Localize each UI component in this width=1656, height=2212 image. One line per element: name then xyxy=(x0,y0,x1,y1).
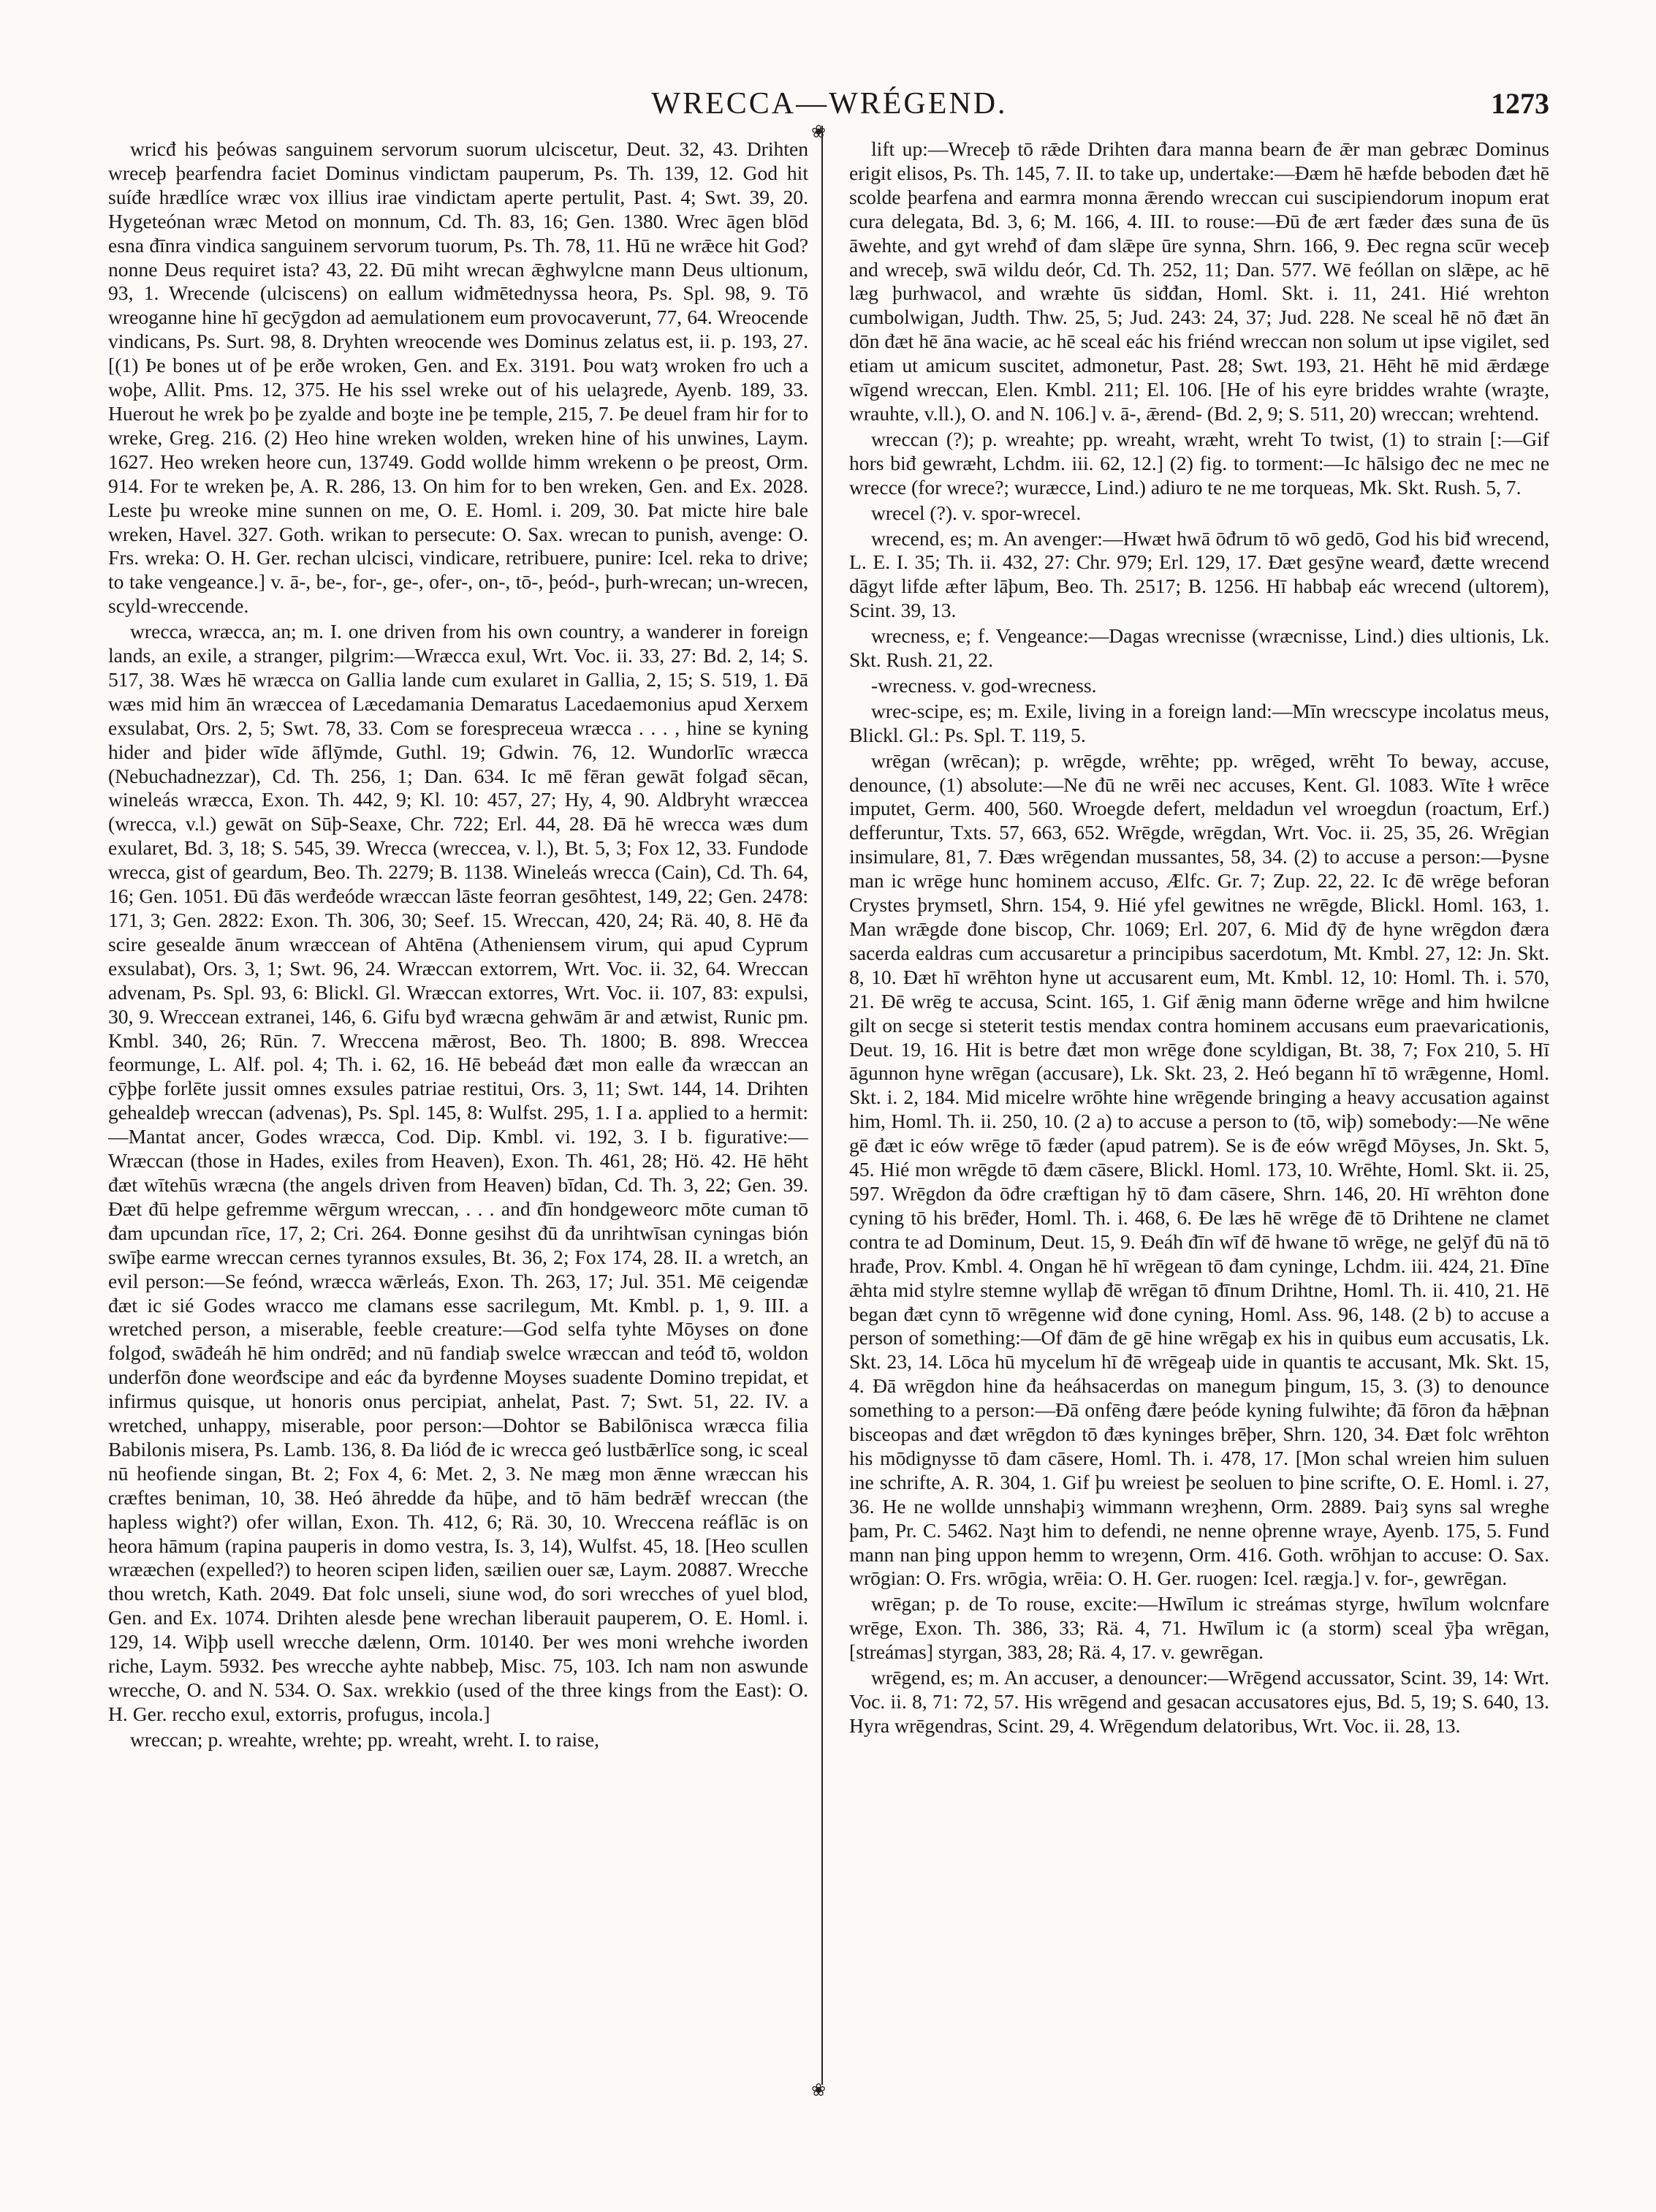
column-rule-ornament-bottom: ❀ xyxy=(811,2081,827,2100)
entry-wreccan-continued: lift up:—Wreceþ tō rǣde Drihten đara manna bearn đe ǣr man gebræc Dominus erigit elisos, Ps. Th. 145, 7. II. to take up, undertake:—Đæm hē hæfde beboden đæt hē scolde þearfena and earmra monna ǣrendo wreccan cui suscipiendorum inopum erat cura delegata, Bd. 3, 6; M. 166, 4. III. to rouse:—Đū đe ært fæder đæs suna đe ūs āwehte, and gyt wrehđ of đam slǣpe ūre synna, Shrn. 166, 9. Đec regna scūr weceþ and wreceþ, swā wildu deór, Cd. Th. 252, 11; Dan. 577. Wē feóllan on slǣpe, ac hē læg þurhwacol, and wræhte ūs siđđan, Homl. Skt. i. 11, 241. Hié wrehton cumbolwigan, Judth. Thw. 25, 5; Jud. 243: 24, 37; Jud. 228. Ne sceal hē nō đæt ān dōn đæt hē āna wacie, ac hē sceal eác his friénd wreccan non solum ut ipse vigilet, sed etiam ut amicum suscitet, admonetur, Past. 28; Swt. 193, 21. Hēht hē mid ǣrdæge wīgend wreccan, Elen. Kmbl. 211; El. 106. [He of his eyre briddes wrahte (wraȝte, wrauhte, v.ll.), O. and N. 106.] v. ā-, ǣrend- (Bd. 2, 9; S. 511, 20) wreccan; wrehtend. xyxy=(849,137,1549,425)
entry-wreccan-twist: wreccan (?); p. wreahte; pp. wreaht, wræht, wreht To twist, (1) to strain [:—Gif hors biđ gewræht, Lchdm. iii. 62, 12.] (2) fig. to torment:—Ic hālsigo đec ne mec ne wrecce (for wrece?; wuræcce, Lind.) adiuro te ne me torqueas, Mk. Skt. Rush. 5, 7. xyxy=(849,427,1549,499)
entry-wrecca: wrecca, wræcca, an; m. I. one driven from his own country, a wanderer in foreign lands, an exile, a stranger, pilgrim:—Wræcca exul, Wrt. Voc. ii. 33, 27: Bd. 2, 14; S. 517, 38. Wæs hē wræcca on Gallia lande cum exularet in Gallia, 2, 15; S. 519, 1. Đā wæs mid him ān wræccea of Læcedamania Demaratus Lacedaemonius apud Xerxem exsulabat, Ors. 2, 5; Swt. 78, 33. Com se forespreceua wræcca . . . , hine se kyning hider and þider wīde āflȳmde, Guthl. 19; Gdwin. 76, 12. Wundorlīc wræcca (Nebuchadnezzar), Cd. Th. 256, 1; Dan. 634. Ic mē fēran gewāt folgađ sēcan, wineleás wræcca, Exon. Th. 442, 9; Kl. 10: 457, 27; Hy, 4, 90. Aldbryht wræccea (wrecca, v.l.) gewāt on Sūþ-Seaxe, Chr. 722; Erl. 44, 28. Đā hē wrecca wæs dum exularet, Bd. 3, 18; S. 545, 39. Wrecca (wreccea, v. l.), Bt. 5, 3; Fox 12, 33. Fundode wrecca, gist of geardum, Beo. Th. 2279; B. 1138. Wineleás wrecca (Cain), Cd. Th. 64, 16; Gen. 1051. Đū đās werđeóde wræccan lāste feorran gesōhtest, 149, 22; Gen. 2478: 171, 3; Gen. 2822: Exon. Th. 306, 30; Seef. 15. Wreccan, 420, 24; Rä. 40, 8. Hē đa scire gesealde ānum wræccean of Ahtēna (Atheniensem virum, qui apud Cyprum exsulabat), Ors. 3, 1; Swt. 96, 24. Wræccan extorrem, Wrt. Voc. ii. 32, 64. Wreccan advenam, Ps. Spl. 93, 6: Blickl. Gl. Wræccan extorres, Wrt. Voc. ii. 107, 83: expulsi, 30, 9. Wreccean extranei, 146, 6. Gifu byđ wræcna gehwām ār and ætwist, Runic pm. Kmbl. 340, 26; Rūn. 7. Wreccena mǣrost, Beo. Th. 1800; B. 898. Wreccea feormunge, L. Alf. pol. 4; Th. i. 62, 16. Hē bebeád đæt mon ealle đa wræccan an cȳþþe forlēte jussit omnes exsules patriae restitui, Ors. 3, 11; Swt. 144, 14. Drihten gehealdeþ wreccan (advenas), Ps. Spl. 145, 8: Wulfst. 295, 1. I a. applied to a hermit:—Mantat ancer, Godes wræcca, Cod. Dip. Kmbl. vi. 192, 3. I b. figurative:—Wræccan (those in Hades, exiles from Heaven), Exon. Th. 461, 28; Hö. 42. Hē hēht đæt wītehūs wræcna (the angels driven from Heaven) bīdan, Cd. Th. 3, 22; Gen. 39. Đæt đū helpe gefremme wērgum wreccan, . . . and đīn hondgeweorc mōte cuman tō đam upcundan rīce, 17, 2; Cri. 264. Đonne gesihst đū đa unrihtwīsan cyningas bión swīþe earme wreccan cernes tyrannos exsules, Bt. 36, 2; Fox 174, 28. II. a wretch, an evil person:—Se feónd, wræcca wǣrleás, Exon. Th. 263, 17; Jul. 351. Mē ceigendæ đæt ic sié Godes wracco me clamans esse sacrilegum, Mt. Kmbl. p. 1, 9. III. a wretched person, a miserable, feeble creature:—God selfa tyhte Mōyses on đone folgođ, swāđeáh hē him ondrēd; and nū fandiaþ swelce wræccan and teóđ tō, woldon underfōn đone weorđscipe and eác đa byrđenne Moyses suadente Domino trepidat, et infirmus quisque, ut honoris onus percipiat, anhelat, Past. 7; Swt. 51, 22. IV. a wretched, unhappy, miserable, poor person:—Dohtor se Babilōnisca wræcca filia Babilonis misera, Ps. Lamb. 136, 8. Đa liód đe ic wrecca geó lustbǣrlīce song, ic sceal nū heofiende singan, Bt. 2; Fox 4, 6: Met. 2, 3. Ne mæg mon ǣnne wræccan his cræftes beniman, 10, 38. Heó āhredde đa hūþe, and tō hām bedrǣf wreccan (the hapless wight?) ofer willan, Exon. Th. 412, 6; Rä. 30, 10. Wreccena reáflāc is on heora hāmum (rapina pauperis in domo vestra, Is. 3, 14), Wulfst. 45, 18. [Heo scullen wrææchen (expelled?) to heoren scipen liđen, sæilien ouer sæ, Laym. 20887. Wrecche thou wretch, Kath. 2049. Đat folc unseli, siune wod, đo sori wrecches of yuel blod, Gen. and Ex. 1074. Drihten alesde þene wrechan liberauit pauperem, O. E. Homl. i. 129, 14. Wiþþ usell wrecche dælenn, Orm. 10140. Þer wes moni wrehche iworden riche, Laym. 5932. Þes wrecche ayhte nabbeþ, Misc. 75, 103. Ich nam non aswunde wrecche, O. and N. 534. O. Sax. wrekkio (used of the three kings from the East): O. H. Ger. reccho exul, extorris, profugus, incola.] xyxy=(108,620,808,1725)
entry-god-wrecness: -wrecness. v. god-wrecness. xyxy=(871,673,1097,697)
page-number: 1273 xyxy=(1491,87,1549,120)
left-column xyxy=(108,137,808,2184)
dictionary-columns xyxy=(108,137,1549,2184)
column-rule-ornament-top: ❀ xyxy=(811,123,827,142)
entry-wreccan: wreccan; p. wreahte, wrehte; pp. wreaht, wreht. I. to raise, xyxy=(130,1727,600,1751)
entry-wregan-rouse: wrēgan; p. de To rouse, excite:—Hwīlum ic streámas styrge, hwīlum wolcnfare wrēge, Exon. Th. 386, 33; Rä. 4, 71. Hwīlum ic (a storm) sceal ȳþa wrēgan, [streámas] styrgan, 383, 28; Rä. 4, 17. v. gewrēgan. xyxy=(849,1592,1549,1664)
entry-wrecend: wrecend, es; m. An avenger:—Hwæt hwā ōđrum tō wō gedō, God his biđ wrecend, L. E. I. 35; Th. ii. 432, 27: Chr. 979; Erl. 129, 17. Đæt gesȳne wearđ, đætte wrecend dāgyt lifde æfter lāþum, Beo. Th. 2517; B. 1256. Hī habbaþ eác wrecend (ultorem), Scint. 39, 13. xyxy=(849,526,1549,622)
entry-wrecness: wrecness, e; f. Vengeance:—Dagas wrecnisse (wræcnisse, Lind.) dies ultionis, Lk. Skt. Rush. 21, 22. xyxy=(849,624,1549,672)
right-column xyxy=(849,137,1549,2184)
entry-wrecan-continued: wricđ his þeówas sanguinem servorum suorum ulciscetur, Deut. 32, 43. Drihten wreceþ þearfendra faciet Dominus vindictam pauperum, Ps. Th. 139, 12. God hit suíđe hrædlíce wræc vox illius irae vindictam aperte pertulit, Past. 4; Swt. 39, 20. Hygeteónan wræc Metod on monnum, Cd. Th. 83, 16; Gen. 1380. Wrec āgen blōd esna đīnra vindica sanguinem servorum tuorum, Ps. Th. 78, 11. Hū ne wrǣce hit God? nonne Deus requiret ista? 43, 22. Đū miht wrecan ǣghwylcne mann Deus ultionum, 93, 1. Wrecende (ulciscens) on eallum wiđmētednyssa heora, Ps. Spl. 98, 9. Tō wreoganne hine hī gecȳgdon ad aemulationem eum provocaverunt, 77, 64. Wreocende vindicans, Ps. Surt. 98, 8. Dryhten wreocende wes Dominus zelatus est, ii. p. 193, 27. [(1) Þe bones ut of þe erðe wroken, Gen. and Ex. 3191. Þou watȝ wroken fro uch a woþe, Allit. Pms. 12, 375. He his ssel wreke out of his uelaȝrede, Ayenb. 189, 33. Huerout he wrek þo þe zyalde and boȝte ine þe temple, 215, 7. Þe deuel fram hir for to wreke, Greg. 216. (2) Heo hine wreken wolden, wreken hine of his unwines, Laym. 1627. Heo wreken heore cun, 13749. Godd wollde himm wrekenn o þe preost, Orm. 914. For te wreken þe, A. R. 286, 13. On him for to ben wreken, Gen. and Ex. 2028. Leste þu wreoke mine sunnen on me, O. E. Homl. i. 209, 30. Þat micte hire bale wreken, Havel. 327. Goth. wrikan to persecute: O. Sax. wrecan to punish, avenge: O. Frs. wreka: O. H. Ger. rechan ulcisci, vindicare, retribuere, punire: Icel. reka to drive; to take vengeance.] v. ā-, be-, for-, ge-, ofer-, on-, tō-, þeód-, þurh-wrecan; un-wrecen, scyld-wreccende. xyxy=(108,137,808,618)
page-header xyxy=(110,86,1549,130)
entry-wrecel: wrecel (?). v. spor-wrecel. xyxy=(871,501,1082,524)
entry-wrec-scipe: wrec-scipe, es; m. Exile, living in a foreign land:—Mīn wrecscype incolatus meus, Blickl. Gl.: Ps. Spl. T. 119, 5. xyxy=(849,699,1549,746)
running-head: WRECCA—WRÉGEND. xyxy=(651,87,1008,121)
entry-wregend: wrēgend, es; m. An accuser, a denouncer:—Wrēgend accussator, Scint. 39, 14: Wrt. Voc. ii. 8, 71: 72, 57. His wrēgend and gesacan accusatores ejus, Bd. 5, 19; S. 640, 13. Hyra wrēgendras, Scint. 29, 4. Wrēgendum delatoribus, Wrt. Voc. ii. 28, 13. xyxy=(849,1666,1549,1737)
entry-wregan-accuse: wrēgan (wrēcan); p. wrēgde, wrēhte; pp. wrēged, wrēht To beway, accuse, denounce, (1) absolute:—Ne đū ne wrēi nec accuses, Kent. Gl. 1083. Wīte ł wrēce imputet, Germ. 400, 560. Wroegde defert, meldadun vel wroegdun (roactum, Erf.) defferuntur, Txts. 57, 663, 652. Wrēgde, wrēgdan, Wrt. Voc. ii. 25, 35, 26. Wrēgian insimulare, 81, 7. Đæs wrēgendan mussantes, 58, 34. (2) to accuse a person:—Þysne man ic wrēge hunc hominem accuso, Ælfc. Gr. 7; Zup. 22, 22. Ic đē wrēge beforan Crystes þrymsetl, Shrn. 154, 9. Hié yfel gewitnes ne wrēgde, Blickl. Homl. 163, 1. Man wrǣgde đone biscop, Chr. 1069; Erl. 207, 6. Mid đȳ đe hyne wrēgdon đæra sacerda ealdras cum accusaretur a principibus sacerdotum, Mt. Kmbl. 27, 12: Jn. Skt. 8, 10. Đæt hī wrēhton hyne ut accusarent eum, Mt. Kmbl. 12, 10: Homl. Th. i. 570, 21. Đē wrēg te accusa, Scint. 165, 1. Gif ǣnig mann ōđerne wrēge and him hwilcne gilt on secge si steterit testis mendax contra hominem accusans eum praevaricationis, Deut. 19, 16. Hit is betre đæt mon wrēge đone scyldigan, Bt. 38, 7; Fox 210, 5. Hī āgunnon hyne wrēgan (accusare), Lk. Skt. 23, 2. Heó begann hī tō wrǣgenne, Homl. Skt. i. 2, 184. Mid micelre wrōhte hine wrēgende bringing a heavy accusation against him, Homl. Th. ii. 250, 10. (2 a) to accuse a person to (tō, wiþ) somebody:—Ne wēne gē đæt ic eów wrēge tō fæder (apud patrem). Se is đe eów wrēgđ Mōyses, Jn. Skt. 5, 45. Hié mon wrēgde tō đæm cāsere, Blickl. Homl. 173, 10. Wrēhte, Homl. Skt. ii. 25, 597. Wrēgdon đa ōđre cræftigan hȳ tō đam cāsere, Shrn. 146, 20. Hī wrēhton đone cyning tō his brēđer, Homl. Th. i. 468, 6. Đe læs hē wrēge đē tō Drihtene ne clamet contra te ad Dominum, Deut. 15, 9. Đeáh đīn wīf đē hwane tō wrēge, ne gelȳf đū nā tō hrađe, Prov. Kmbl. 4. Ongan hē hī wrēgean tō đam cyninge, Lchdm. iii. 424, 21. Đīne ǣhta mid stylre stemne wyllaþ đē wrēgan tō đīnum Drihtne, Homl. Th. ii. 410, 21. Hē began đæt cynn tō wrēgenne wiđ đone cyning, Homl. Ass. 96, 148. (2 b) to accuse a person of something:—Of đām đe gē hine wrēgaþ ex his in quibus eum accusatis, Lk. Skt. 23, 14. Lōca hū mycelum hī đē wrēgeaþ uide in quantis te accusant, Mk. Skt. 15, 4. Đā wrēgdon hine đa heáhsacerdas on manegum þingum, 15, 3. (3) to denounce something to a person:—Đā onfēng đære þeóde kyning fulwihte; đā fōron đa hǣþnan bisceopas and đæt wrēgdon tō đæs kyninges brēþer, Shrn. 120, 34. Đæt folc wrēhton his mōdignysse tō đam cāsere, Homl. Th. i. 478, 17. [Mon schal wreien him suluen ine schrifte, A. R. 304, 1. Gif þu wreiest þe seoluen to þine scrifte, O. E. Homl. i. 27, 36. He ne wollde unnshaþiȝ wimmann wreȝhenn, Orm. 2889. Þaiȝ syns sal wreghe þam, Pr. C. 5462. Naȝt him to defendi, ne nenne oþrenne wraye, Ayenb. 175, 5. Fund mann nan þing uppon hemm to wreȝenn, Orm. 416. Goth. wrōhjan to accuse: O. Sax. wrōgian: O. Frs. wrōgia, wrēia: O. H. Ger. ruogen: Icel. rægja.] v. for-, gewrēgan. xyxy=(849,749,1549,1590)
